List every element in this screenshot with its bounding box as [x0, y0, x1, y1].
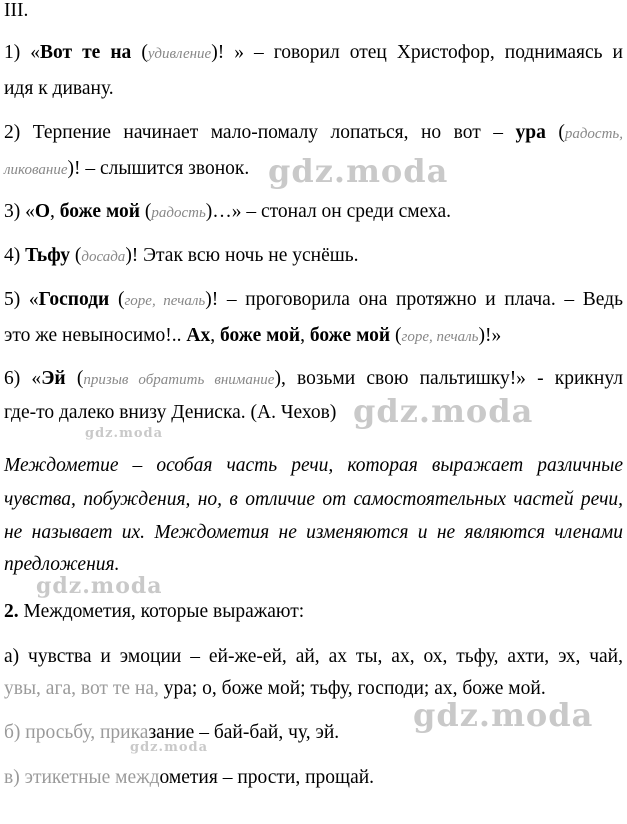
- interjection: боже мой: [59, 201, 140, 222]
- text-run: 5) «: [4, 289, 39, 310]
- definition-line-3: не называет их. Междометия не изменяются и не являются членами: [4, 522, 623, 543]
- meaning-note: удивление: [147, 46, 212, 62]
- section-heading: III.: [4, 0, 29, 21]
- section-title: Междометия, которые выражают:: [18, 601, 305, 622]
- text-run: ,: [210, 325, 220, 346]
- example-2-line-2: [4, 158, 249, 181]
- text-run: (: [109, 289, 125, 310]
- interjection: боже мой: [219, 325, 301, 346]
- watermark: gdz.moda: [36, 573, 163, 599]
- example-1-line-2: идя к дивану.: [4, 78, 114, 99]
- meaning-note: призыв обратить внимание: [83, 372, 275, 388]
- interjection: ура: [515, 122, 546, 143]
- meaning-note: радость,: [564, 126, 623, 142]
- text-run: (: [65, 368, 84, 389]
- meaning-note: ликование: [4, 162, 68, 178]
- text-run: зание – бай-бай, чу, эй.: [148, 722, 340, 743]
- text-run: 2) Терпение начинает мало-помалу лопаться, но вот –: [4, 122, 516, 143]
- text-run: )…» – стонал он среди смеха.: [205, 201, 452, 222]
- text-run: )!»: [478, 325, 502, 346]
- interjection: Ах: [186, 325, 211, 346]
- text-run: (: [69, 245, 82, 266]
- text-run: 1) «: [4, 42, 40, 63]
- item-c: [4, 767, 374, 789]
- meaning-note: горе, печаль: [124, 293, 206, 309]
- example-1-line-1: [4, 42, 623, 65]
- text-run: (: [390, 325, 402, 346]
- text-run: это же невыносимо!..: [4, 325, 187, 346]
- definition-line-2: чувства, побуждения, но, в отличие от самостоятельных частей речи,: [4, 489, 623, 510]
- text-run: ,: [50, 201, 60, 222]
- watermark: gdz.moda: [413, 696, 594, 734]
- watermark: gdz.moda: [85, 426, 164, 441]
- text-run: ), возьми свою пальтишку!» - крикнул: [274, 368, 623, 389]
- example-4: [4, 245, 359, 268]
- watermark: gdz.moda: [353, 392, 534, 430]
- text-run: 3) «: [4, 201, 35, 222]
- watermark: gdz.moda: [268, 152, 449, 190]
- text-run: )! Этак всю ночь не уснёшь.: [125, 245, 359, 266]
- example-3: [4, 201, 451, 224]
- text-run: 6) «: [4, 368, 42, 389]
- section-2-heading: [4, 601, 304, 623]
- text-run: 4): [4, 245, 26, 266]
- faded-text: б) просьбу, прика: [4, 722, 149, 743]
- example-2-line-1: [4, 122, 623, 145]
- meaning-note: досада: [81, 249, 126, 265]
- section-number: 2.: [4, 601, 19, 622]
- interjection: Тьфу: [25, 245, 70, 266]
- interjection: Вот те на: [40, 42, 132, 63]
- faded-text: увы, ага, вот те на,: [4, 678, 164, 699]
- watermark: gdz.moda: [130, 740, 209, 755]
- text-run: (: [131, 42, 148, 63]
- interjection: Эй: [41, 368, 66, 389]
- text-run: ,: [300, 325, 310, 346]
- example-6-line-1: [4, 368, 623, 391]
- item-a-line-1: а) чувства и эмоции – ей-же-ей, ай, ах ты, ах, ох, тьфу, ахти, эх, чай,: [4, 646, 623, 667]
- text-run: ура; о, боже мой; тьфу, господи; ах, боже мой.: [163, 678, 546, 699]
- faded-text: в) этикетные межд: [4, 767, 160, 788]
- meaning-note: радость: [151, 205, 206, 221]
- text-run: )! » – говорил отец Христофор, поднимаясь и: [211, 42, 623, 63]
- text-run: )! – слышится звонок.: [67, 158, 250, 179]
- text-run: (: [139, 201, 152, 222]
- text-run: )! – проговорила она протяжно и плача. – Ведь: [205, 289, 623, 310]
- interjection: боже мой: [309, 325, 391, 346]
- example-5-line-2: [4, 325, 501, 348]
- text-run: ометия – прости, прощай.: [159, 767, 375, 788]
- interjection: О: [34, 201, 51, 222]
- definition-line-4: предложения.: [4, 554, 120, 575]
- meaning-note: горе, печаль: [401, 329, 479, 345]
- example-6-line-2: где-то далеко внизу Дениска. (А. Чехов): [4, 402, 337, 423]
- interjection: Господи: [38, 289, 110, 310]
- text-run: (: [545, 122, 565, 143]
- definition-line-1: Междометие – особая часть речи, которая выражает различные: [4, 455, 623, 476]
- example-5-line-1: [4, 289, 623, 312]
